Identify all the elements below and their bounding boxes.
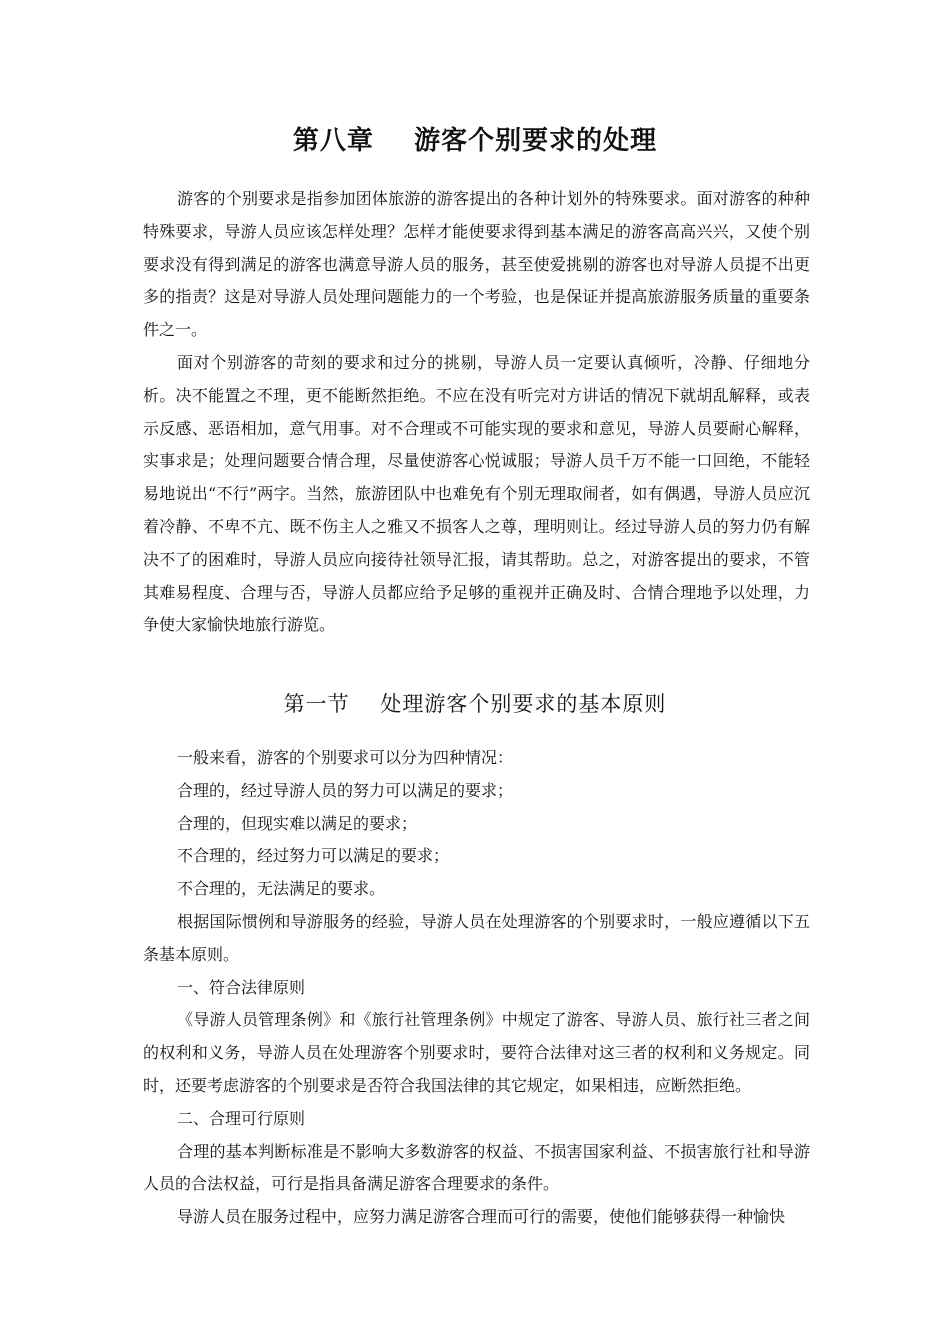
chapter-title: 第八章 游客个别要求的处理 xyxy=(292,126,658,156)
list-item-case-1: 合理的，经过导游人员的努力可以满足的要求； xyxy=(177,780,514,800)
intro-paragraph-2: 面对个别游客的苛刻的要求和过分的挑剔，导游人员一定要认真倾听，冷静、仔细地分析。决不能置之不理，更不能断然拒绝。不应在没有听完对方讲话的情况下就胡乱解释，或表示反感、恶语相加，意气用事。对不合理或不可能实现的要求和意见，导游人员要耐心解释，实事求是；处理问题要合情合理，尽量使游客心悦诚服；导游人员千万不能一口回绝，不能轻易地说出“不行”两字。当然，旅游团队中也难免有个别无理取闹者，如有偶遇，导游人员应沉着冷静、不卑不亢、既不伤主人之雅又不损客人之尊，理明则让。经过导游人员的努力仍有解决不了的困难时，导游人员应向接待社领导汇报，请其帮助。总之，对游客提出的要求，不管其难易程度、合理与否，导游人员都应给予足够的重视并正确及时、合情合理地予以处理，力争使大家愉快地旅行游览。 xyxy=(143,352,810,635)
section-text-block xyxy=(143,742,810,1234)
section-paragraph-service: 导游人员在服务过程中，应努力满足游客合理而可行的需要，使他们能够获得一种愉快 xyxy=(177,1207,786,1227)
section-paragraph-reasonable: 合理的基本判断标准是不影响大多数游客的权益、不损害国家利益、不损害旅行社和导游人员的合法权益，可行是指具备满足游客合理要求的条件。 xyxy=(143,1141,810,1194)
section-title: 第一节 处理游客个别要求的基本原则 xyxy=(283,692,667,716)
list-item-case-3: 不合理的，经过努力可以满足的要求； xyxy=(177,846,450,866)
intro-paragraph-1: 游客的个别要求是指参加团体旅游的游客提出的各种计划外的特殊要求。面对游客的种种特殊要求，导游人员应该怎样处理？怎样才能使要求得到基本满足的游客高高兴兴，又使个别要求没有得到满足的游客也满意导游人员的服务，甚至使爱挑剔的游客也对导游人员提不出更多的指责？这是对导游人员处理问题能力的一个考验，也是保证并提高旅游服务质量的重要条件之一。 xyxy=(143,189,810,340)
intro-text-block xyxy=(143,183,810,642)
subheading-legal-principle: 一、符合法律原则 xyxy=(177,977,306,997)
list-item-case-2: 合理的，但现实难以满足的要求； xyxy=(177,813,418,833)
section-paragraph-1: 一般来看，游客的个别要求可以分为四种情况： xyxy=(177,748,514,767)
list-item-case-4: 不合理的，无法满足的要求。 xyxy=(177,879,386,899)
section-paragraph-legal: 《导游人员管理条例》和《旅行社管理条例》中规定了游客、导游人员、旅行社三者之间的权利和义务，导游人员在处理游客个别要求时，要符合法律对这三者的权利和义务规定。同时，还要考虑游客的个别要求是否符合我国法律的其它规定，如果相违，应断然拒绝。 xyxy=(143,1010,810,1095)
subheading-reasonable-principle: 二、合理可行原则 xyxy=(177,1108,306,1128)
section-paragraph-principles: 根据国际惯例和导游服务的经验，导游人员在处理游客的个别要求时，一般应遵循以下五条基本原则。 xyxy=(143,911,810,964)
